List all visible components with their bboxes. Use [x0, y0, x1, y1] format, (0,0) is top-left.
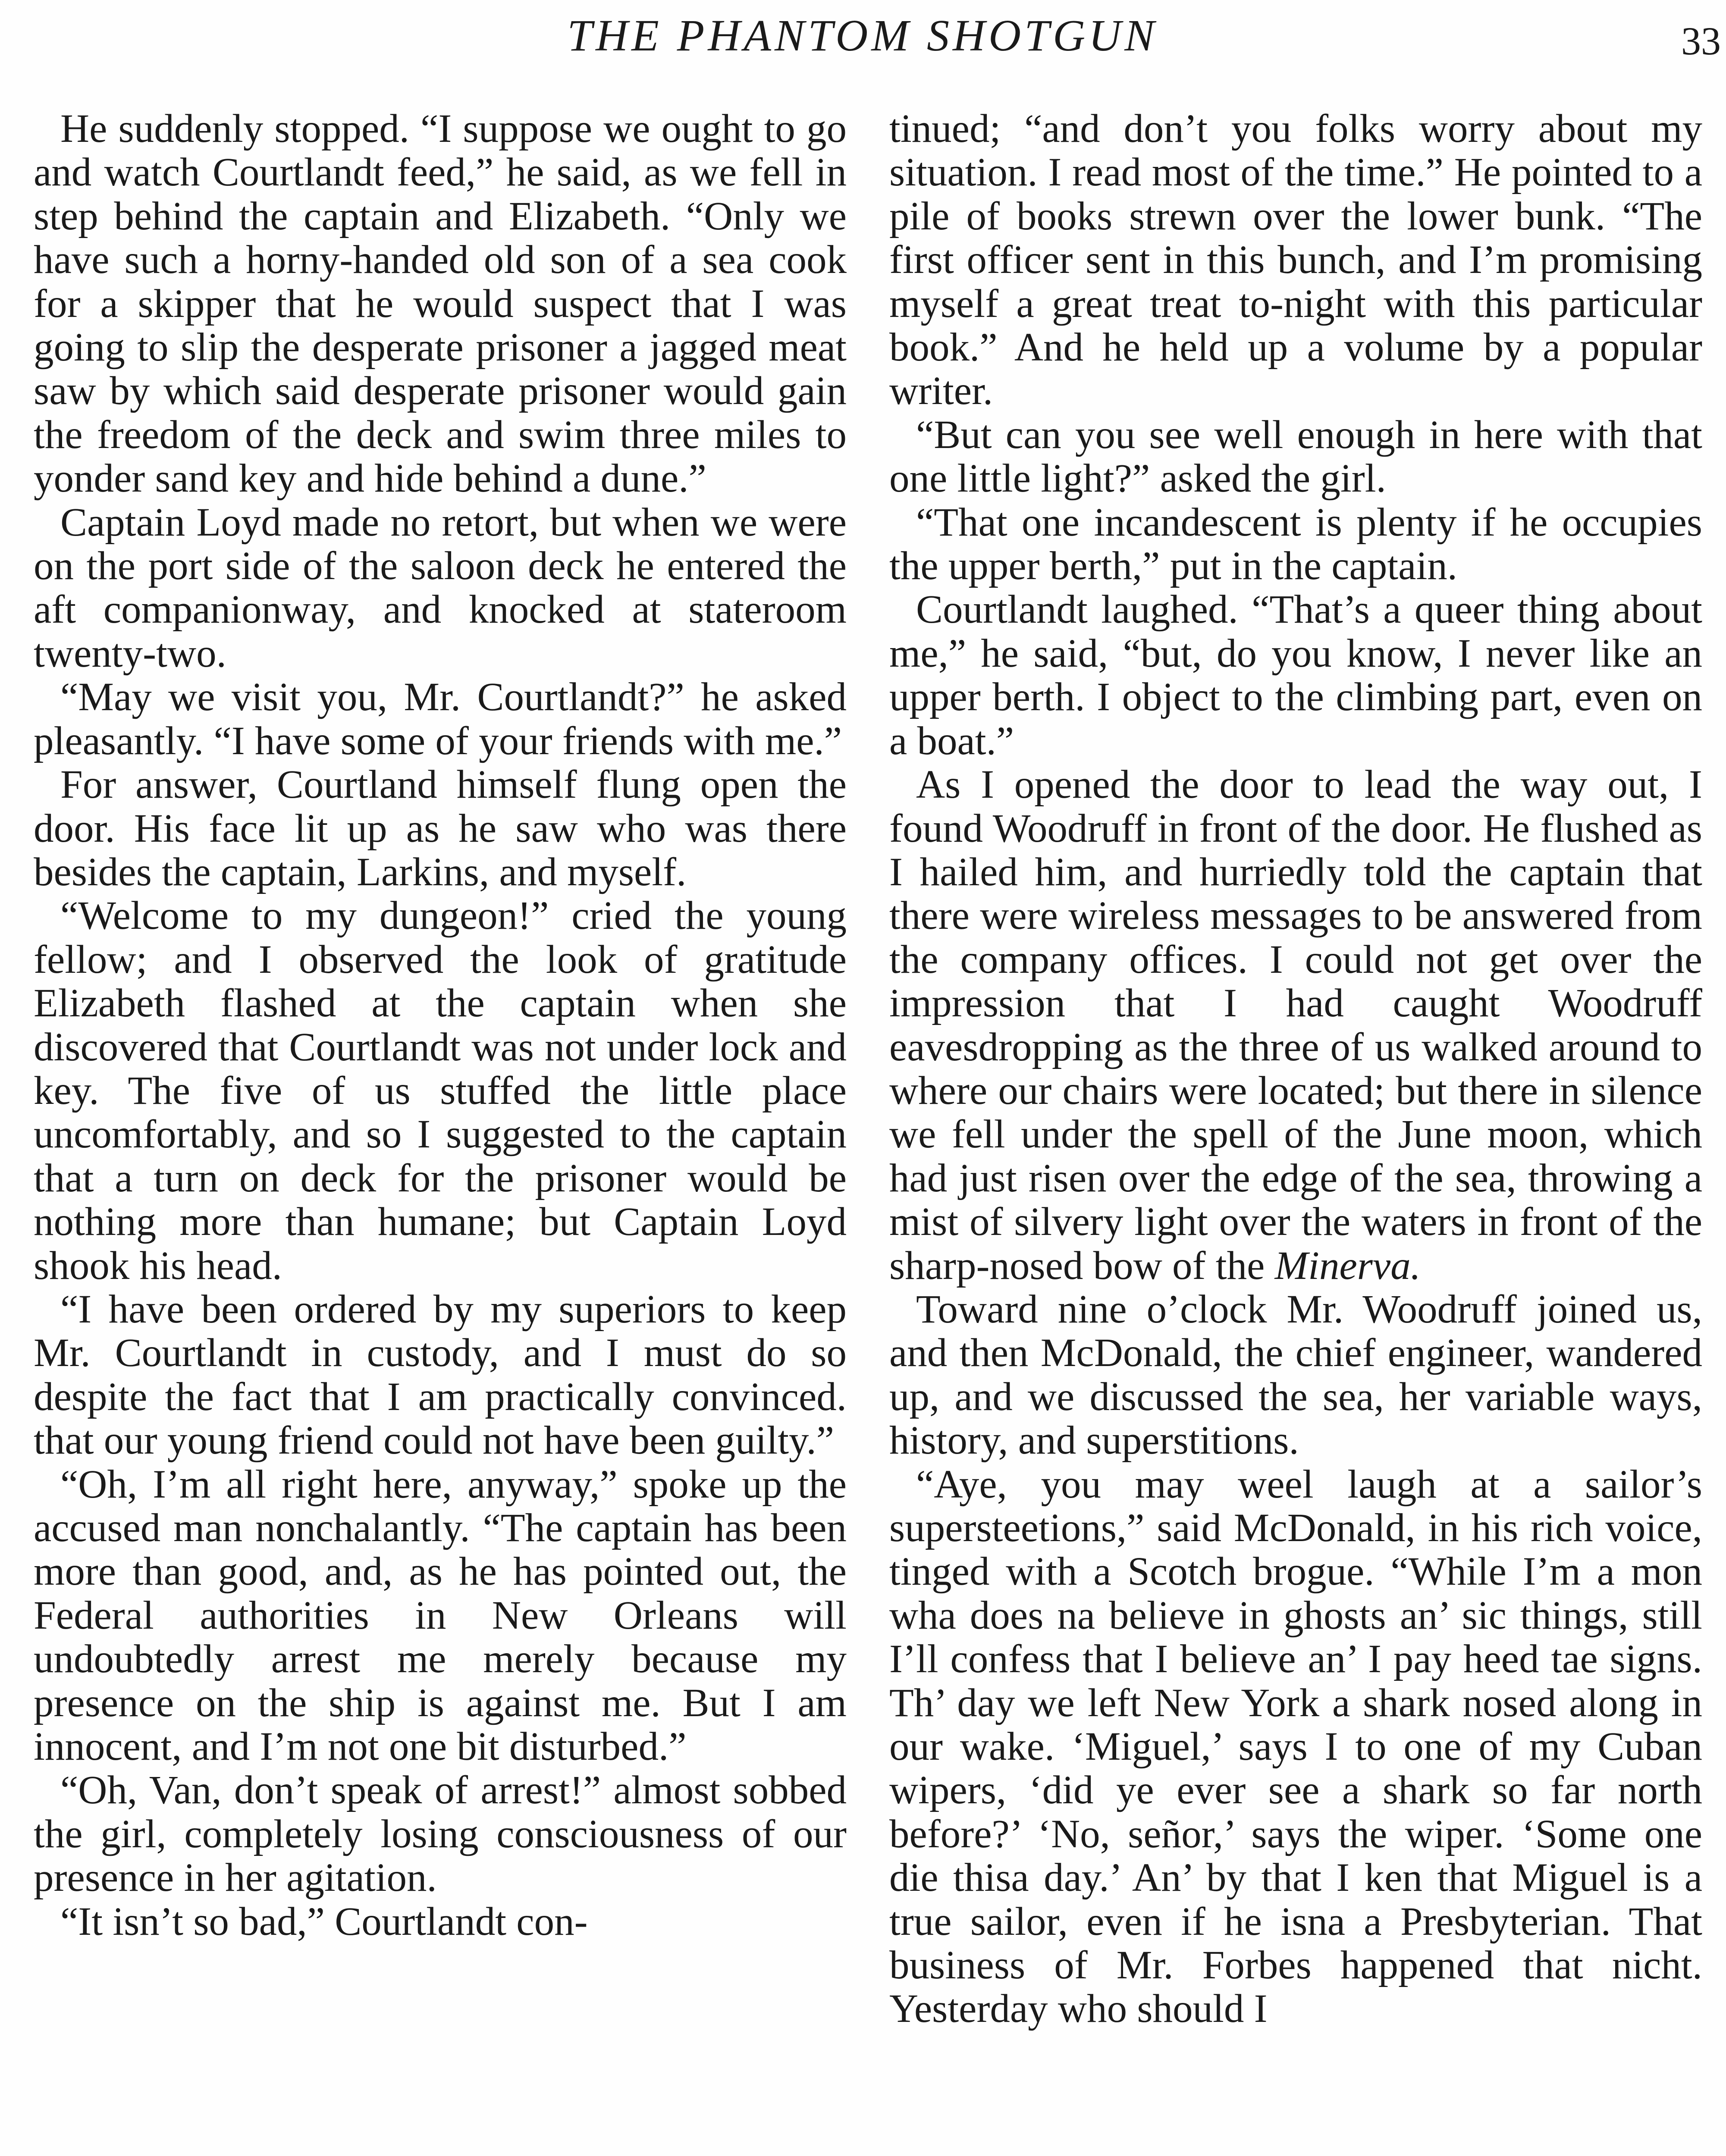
paragraph: Courtlandt laughed. “That’s a queer thing about me,” he said, “but, do you know, I never like an upper berth. I object to the climbing part, even on a boat.” [889, 587, 1702, 763]
page-number: 33 [1681, 19, 1721, 63]
right-column [889, 107, 1702, 2031]
paragraph: “Welcome to my dungeon!” cried the young fellow; and I observed the look of gratitude Elizabeth flashed at the captain when she discovered that Courtlandt was not under lock and key. The five of us stuffed the little place uncomfortably, and so I suggested to the captain that a turn on deck for the prisoner would be nothing more than humane; but Captain Loyd shook his head. [34, 893, 847, 1288]
paragraph: Toward nine o’clock Mr. Woodruff joined us, and then McDonald, the chief engineer, wandered up, and we discussed the sea, her variable ways, history, and superstitions. [889, 1287, 1702, 1463]
paragraph-text: As I opened the door to lead the way out, I found Woodruff in front of the door. He flushed as I hailed him, and hurriedly told the captain that there were wireless messages to be answered from the company offices. I could not get over the impression that I had caught Woodruff eavesdropping as the three of us walked around to where our chairs were located; but there in silence we fell under the spell of the June moon, which had just risen over the edge of the sea, throwing a mist of silvery light over the waters in front of the sharp-nosed bow of the [889, 762, 1702, 1288]
paragraph: For answer, Courtland himself flung open the door. His face lit up as he saw who was there besides the captain, Larkins, and myself. [34, 762, 847, 894]
paragraph: “Oh, I’m all right here, anyway,” spoke up the accused man nonchalantly. “The captain has been more than good, and, as he has pointed out, the Federal authorities in New Orleans will undoubtedly arrest me merely because my presence on the ship is against me. But I am innocent, and I’m not one bit disturbed.” [34, 1462, 847, 1769]
paragraph: “Oh, Van, don’t speak of arrest!” almost sobbed the girl, completely losing consciousness of our presence in her agitation. [34, 1768, 847, 1900]
paragraph-with-ship-name [889, 763, 1702, 1288]
left-column [34, 107, 847, 1943]
continued-paragraph: tinued; “and don’t you folks worry about my situation. I read most of the time.” He pointed to a pile of books strewn over the lower bunk. “The first officer sent in this bunch, and I’m promising myself a great treat to-night with this particular book.” And he held up a volume by a popular writer. [889, 107, 1702, 414]
paragraph: “Aye, you may weel laugh at a sailor’s supersteetions,” said McDonald, in his rich voice, tinged with a Scotch brogue. “While I’m a mon wha does na believe in ghosts an’ sic things, still I’ll confess that I believe an’ I pay heed tae signs. Th’ day we left New York a shark nosed along in our wake. ‘Miguel,’ says I to one of my Cuban wipers, ‘did ye ever see a shark so far north before?’ ‘No, señor,’ says the wiper. ‘Some one die thisa day.’ An’ by that I ken that Miguel is a true sailor, even if he isna a Presbyterian. That business of Mr. Forbes happened that nicht. Yesterday who should I [889, 1462, 1702, 2031]
paragraph: “It isn’t so bad,” Courtlandt con- [60, 1899, 588, 1944]
paragraph: “May we visit you, Mr. Courtlandt?” he asked pleasantly. “I have some of your friends with me.” [34, 675, 847, 763]
paragraph: “But can you see well enough in here with that one little light?” asked the girl. [889, 412, 1702, 501]
paragraph: “That one incandescent is plenty if he occupies the upper berth,” put in the captain. [889, 500, 1702, 589]
paragraph: He suddenly stopped. “I suppose we ought to go and watch Courtlandt feed,” he said, as we fell in step behind the captain and Elizabeth. “Only we have such a horny-handed old son of a sea cook for a skipper that he would suspect that I was going to slip the desperate prisoner a jagged meat saw by which said desperate prisoner would gain the freedom of the deck and swim three miles to yonder sand key and hide behind a dune.” [34, 107, 847, 501]
paragraph: “I have been ordered by my superiors to keep Mr. Courtlandt in custody, and I must do so despite the fact that I am practically convinced. that our young friend could not have been guilty.” [34, 1287, 847, 1463]
paragraph: Captain Loyd made no retort, but when we were on the port side of the saloon deck he entered the aft companionway, and knocked at stateroom twenty-two. [34, 500, 847, 676]
running-title: THE PHANTOM SHOTGUN [567, 11, 1158, 60]
ship-name: Minerva. [1274, 1243, 1421, 1288]
